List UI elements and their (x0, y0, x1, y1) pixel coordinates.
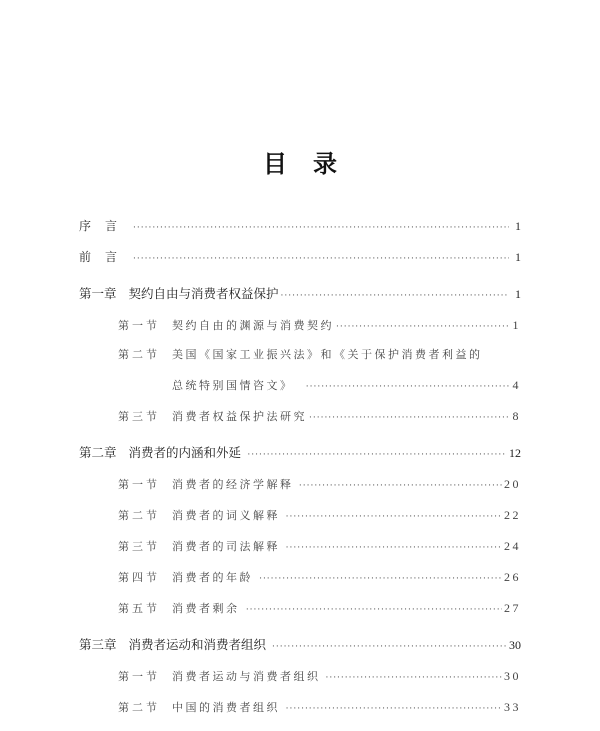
toc-section-2-1[interactable] (118, 477, 521, 493)
toc-section-2-3[interactable] (118, 539, 521, 555)
section-title: 消费者运动与消费者组织 (172, 670, 321, 683)
entry-label: 前言 (79, 250, 132, 264)
page-number: 12 (509, 446, 521, 460)
leader-dots (309, 411, 509, 425)
toc-section-1-3[interactable] (118, 409, 521, 425)
chapter-title: 消费者运动和消费者组织 (128, 637, 267, 652)
chapter-number: 第二章 (79, 445, 117, 460)
section-title: 消费者的年龄 (172, 571, 253, 584)
toc-section-1-2[interactable] (118, 348, 521, 362)
toc-entry-preface[interactable] (79, 219, 521, 235)
leader-dots (247, 448, 507, 462)
section-number: 第三节 (118, 540, 160, 553)
leader-dots (272, 640, 507, 654)
leader-dots (286, 702, 502, 716)
toc-chapter-1[interactable] (79, 287, 521, 303)
leader-dots (299, 479, 502, 493)
toc-section-2-4[interactable] (118, 570, 521, 586)
section-title: 契约自由的渊源与消费契约 (172, 319, 334, 332)
page-number: 1 (512, 318, 521, 332)
section-title: 消费者权益保护法研究 (172, 410, 307, 423)
section-title: 中国的消费者组织 (172, 701, 280, 714)
section-title: 消费者剩余 (172, 602, 240, 615)
page-number: 30 (509, 638, 521, 652)
toc-section-1-2-continued[interactable] (172, 378, 521, 394)
entry-label: 序言 (79, 219, 132, 233)
leader-dots (246, 603, 502, 617)
section-number: 第五节 (118, 602, 160, 615)
toc-chapter-3[interactable] (79, 638, 521, 654)
chapter-title: 契约自由与消费者权益保护 (128, 286, 279, 301)
page-number: 1 (515, 250, 521, 264)
page-number: 1 (515, 287, 521, 301)
chapter-title: 消费者的内涵和外延 (128, 445, 242, 460)
page-number: 4 (512, 378, 521, 392)
toc-section-3-1[interactable] (118, 669, 521, 685)
page-number: 26 (504, 570, 521, 584)
page-number: 30 (504, 669, 521, 683)
section-title: 美国《国家工业振兴法》和《关于保护消费者利益的 (172, 348, 483, 361)
page-number: 24 (504, 539, 521, 553)
section-number: 第一节 (118, 319, 160, 332)
section-number: 第一节 (118, 478, 160, 491)
section-title: 消费者的词义解释 (172, 509, 280, 522)
page-title: 目录 (263, 149, 363, 178)
page-number: 20 (504, 477, 521, 491)
chapter-number: 第三章 (79, 637, 117, 652)
toc-section-1-1[interactable] (118, 318, 521, 334)
toc-section-2-2[interactable] (118, 508, 521, 524)
page-number: 8 (512, 409, 521, 423)
leader-dots (286, 510, 502, 524)
chapter-number: 第一章 (79, 286, 117, 301)
toc-entry-foreword[interactable] (79, 250, 521, 266)
section-number: 第三节 (118, 410, 160, 423)
page-number: 33 (504, 700, 521, 714)
leader-dots (286, 541, 502, 555)
section-number: 第四节 (118, 571, 160, 584)
section-number: 第二节 (118, 701, 160, 714)
leader-dots (133, 252, 509, 266)
section-number: 第一节 (118, 670, 160, 683)
page-number: 1 (515, 219, 521, 233)
leader-dots (281, 289, 509, 303)
section-number: 第二节 (118, 509, 160, 522)
section-number: 第二节 (118, 348, 160, 361)
leader-dots (336, 320, 509, 334)
section-title-continued: 总统特别国情咨文》 (172, 379, 294, 392)
section-title: 消费者的司法解释 (172, 540, 280, 553)
toc-section-3-2[interactable] (118, 700, 521, 716)
leader-dots (259, 572, 502, 586)
leader-dots (306, 380, 509, 394)
leader-dots (133, 221, 509, 235)
toc-chapter-2[interactable] (79, 446, 521, 462)
section-title: 消费者的经济学解释 (172, 478, 294, 491)
toc-section-2-5[interactable] (118, 601, 521, 617)
page-number: 22 (504, 508, 521, 522)
page-number: 27 (504, 601, 521, 615)
leader-dots (325, 671, 502, 685)
